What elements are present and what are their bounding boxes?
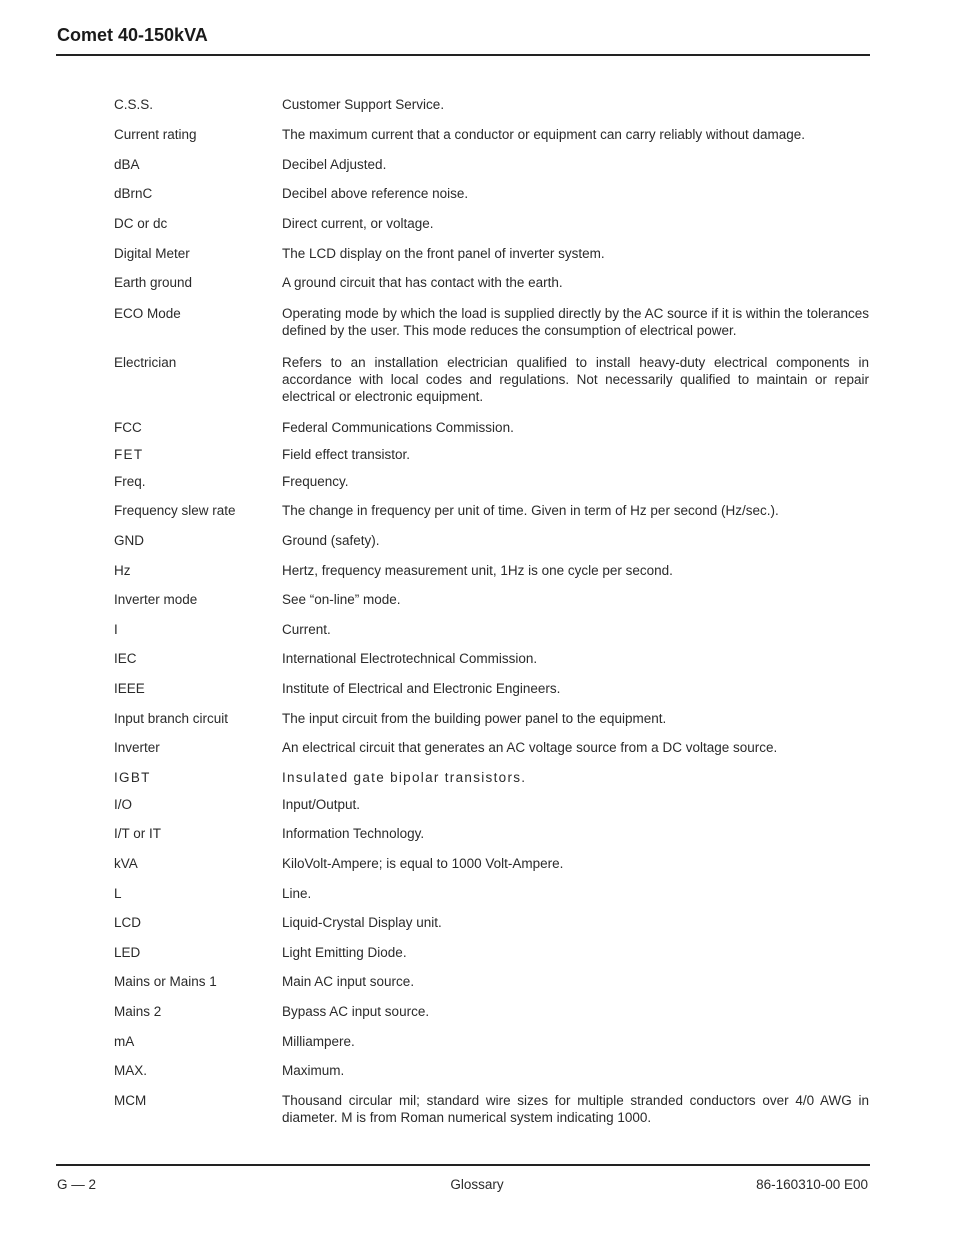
glossary-definition: The change in frequency per unit of time. Given in term of Hz per second (Hz/sec.). bbox=[282, 503, 779, 518]
glossary-definition: Main AC input source. bbox=[282, 974, 415, 989]
glossary-definition: Federal Communications Commission. bbox=[282, 420, 514, 435]
glossary-definition: Field effect transistor. bbox=[282, 447, 411, 462]
glossary-definition: Bypass AC input source. bbox=[282, 1004, 430, 1019]
glossary-definition: Ground (safety). bbox=[282, 533, 380, 548]
glossary-term: L bbox=[114, 886, 122, 901]
glossary-definition: Maximum. bbox=[282, 1063, 345, 1078]
glossary-definition: Current. bbox=[282, 622, 331, 637]
glossary-term: I bbox=[114, 622, 118, 637]
glossary-definition: See “on-line” mode. bbox=[282, 592, 401, 607]
glossary-term: Earth ground bbox=[114, 275, 193, 290]
glossary-term: FET bbox=[114, 447, 144, 462]
glossary-definition: The maximum current that a conductor or equipment can carry reliably without damage. bbox=[282, 127, 805, 142]
glossary-term: Electrician bbox=[114, 355, 177, 370]
glossary-definition: Liquid-Crystal Display unit. bbox=[282, 915, 442, 930]
glossary-term: DC or dc bbox=[114, 216, 168, 231]
glossary-definition: International Electrotechnical Commission. bbox=[282, 651, 538, 666]
glossary-definition: Light Emitting Diode. bbox=[282, 945, 407, 960]
glossary-term: Frequency slew rate bbox=[114, 503, 236, 518]
glossary-definition: The LCD display on the front panel of inverter system. bbox=[282, 246, 605, 261]
glossary-definition: Decibel above reference noise. bbox=[282, 186, 469, 201]
glossary-term: Freq. bbox=[114, 474, 146, 489]
footer-section-title: Glossary bbox=[450, 1177, 504, 1192]
glossary-term: MCM bbox=[114, 1093, 147, 1108]
glossary-definition: The input circuit from the building power panel to the equipment. bbox=[282, 711, 667, 726]
glossary-definition: Decibel Adjusted. bbox=[282, 157, 387, 172]
glossary-term: Hz bbox=[114, 563, 131, 578]
glossary-term: I/T or IT bbox=[114, 826, 162, 841]
glossary-term: FCC bbox=[114, 420, 142, 435]
glossary-definition: Hertz, frequency measurement unit, 1Hz is one cycle per second. bbox=[282, 563, 673, 578]
glossary-term: Digital Meter bbox=[114, 246, 190, 261]
glossary-definition: KiloVolt-Ampere; is equal to 1000 Volt-Ampere. bbox=[282, 856, 564, 871]
header-rule bbox=[56, 54, 870, 56]
glossary-term: GND bbox=[114, 533, 144, 548]
footer-rule bbox=[56, 1164, 870, 1166]
glossary-term: mA bbox=[114, 1034, 135, 1049]
glossary-term: LED bbox=[114, 945, 141, 960]
glossary-definition: Thousand circular mil; standard wire sizes for multiple stranded conductors over 4/0 AWG in diameter. M is from Roman numerical system indicating 1000. bbox=[282, 1093, 869, 1125]
glossary-definition: Direct current, or voltage. bbox=[282, 216, 434, 231]
glossary-definition: Input/Output. bbox=[282, 797, 361, 812]
glossary-term: C.S.S. bbox=[114, 97, 154, 112]
glossary-term: dBrnC bbox=[114, 186, 153, 201]
glossary-definition: Frequency. bbox=[282, 474, 349, 489]
glossary-term: Mains or Mains 1 bbox=[114, 974, 217, 989]
glossary-definition: An electrical circuit that generates an AC voltage source from a DC voltage source. bbox=[282, 740, 778, 755]
glossary-term: Inverter bbox=[114, 740, 160, 755]
glossary-definition: Insulated gate bipolar transistors. bbox=[282, 770, 527, 785]
glossary-term: Input branch circuit bbox=[114, 711, 229, 726]
glossary-term: IEEE bbox=[114, 681, 145, 696]
glossary-term: Mains 2 bbox=[114, 1004, 162, 1019]
glossary-term: ECO Mode bbox=[114, 306, 181, 321]
footer-document-number: 86-160310-00 E00 bbox=[756, 1177, 868, 1192]
glossary-definition: Customer Support Service. bbox=[282, 97, 445, 112]
glossary-term: IGBT bbox=[114, 770, 151, 785]
glossary-term: Inverter mode bbox=[114, 592, 198, 607]
glossary-definition: Operating mode by which the load is supplied directly by the AC source if it is within the tolerances defined by the user. This mode reduces the consumption of electrical power. bbox=[282, 306, 869, 338]
glossary-term: dBA bbox=[114, 157, 140, 172]
glossary-definition: Institute of Electrical and Electronic Engineers. bbox=[282, 681, 561, 696]
glossary-term: LCD bbox=[114, 915, 142, 930]
glossary-term: Current rating bbox=[114, 127, 197, 142]
glossary-definition: Milliampere. bbox=[282, 1034, 355, 1049]
glossary-definition: Information Technology. bbox=[282, 826, 425, 841]
glossary-definition: Refers to an installation electrician qualified to install heavy-duty electrical components in accordance with local codes and regulations. Not necessarily qualified to maintain or repair electrical or electronic equipment. bbox=[282, 355, 869, 404]
footer-page-number: G — 2 bbox=[57, 1177, 97, 1192]
glossary-definition: Line. bbox=[282, 886, 312, 901]
page-header-title: Comet 40-150kVA bbox=[57, 25, 208, 45]
glossary-term: MAX. bbox=[114, 1063, 148, 1078]
glossary-definition: A ground circuit that has contact with the earth. bbox=[282, 275, 563, 290]
glossary-term: I/O bbox=[114, 797, 133, 812]
glossary-term: kVA bbox=[114, 856, 138, 871]
glossary-term: IEC bbox=[114, 651, 137, 666]
